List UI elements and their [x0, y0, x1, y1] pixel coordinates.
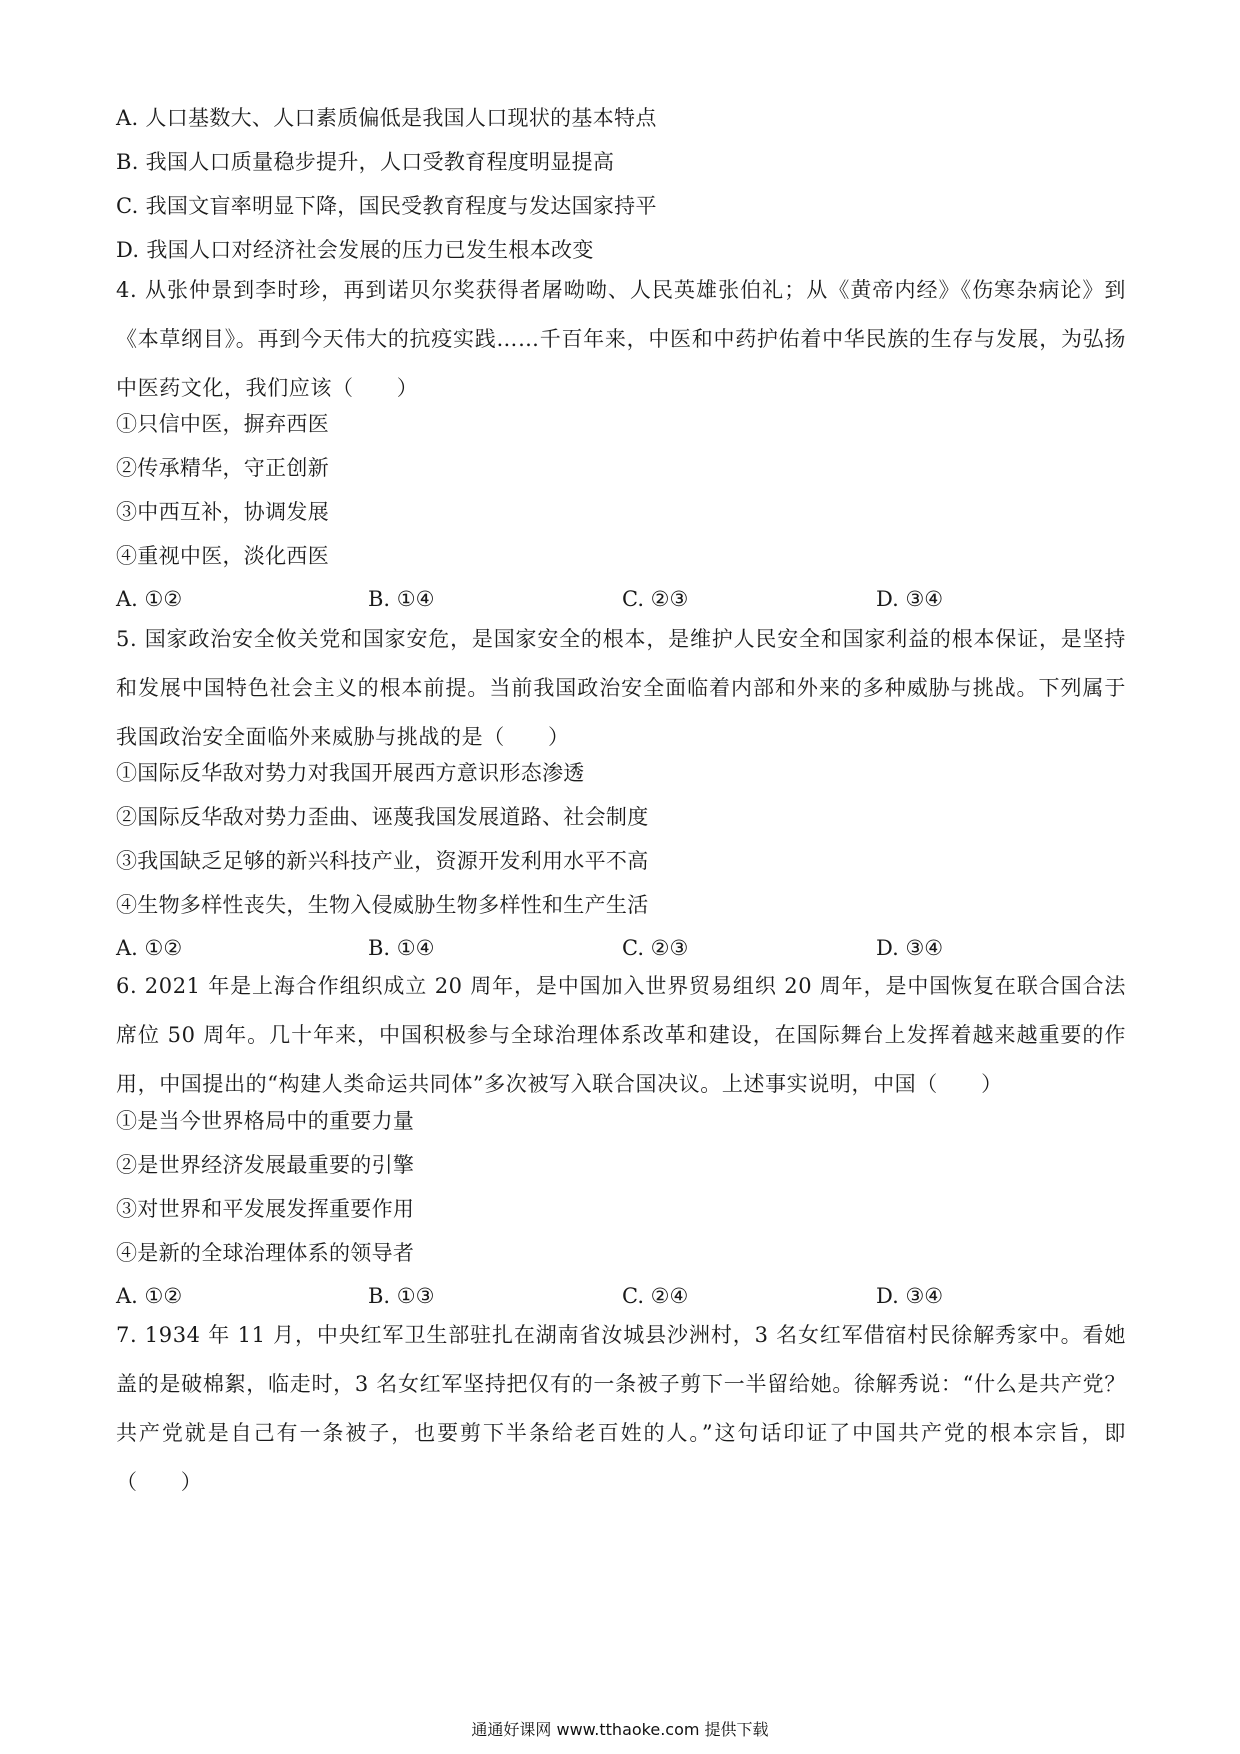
q6-item-1: ①是当今世界格局中的重要力量	[116, 1109, 415, 1133]
q6-choice-a: A. ①②	[116, 1284, 183, 1308]
q4-choice-c: C. ②③	[622, 587, 689, 611]
q6-stem: 6. 2021 年是上海合作组织成立 20 周年，是中国加入世界贸易组织 20 周年，是中国恢复在联合国合法席位 50 周年。几十年来，中国积极参与全球治理体系改革和建设，在国际舞台上发挥着越来越重要的作用，中国提出的“构建人类命运共同体”多次被写入联合国决议。上述事实说明，中国（ ）	[116, 974, 1126, 1096]
q4-choice-b: B. ①④	[368, 587, 435, 611]
q5-choice-b: B. ①④	[368, 936, 435, 960]
q4-item-2: ②传承精华，守正创新	[116, 456, 329, 480]
q6-choices	[116, 1282, 1126, 1310]
q5-item-2: ②国际反华敌对势力歪曲、诬蔑我国发展道路、社会制度	[116, 805, 649, 829]
q6-item-4: ④是新的全球治理体系的领导者	[116, 1241, 415, 1265]
q6-choice-d: D. ③④	[876, 1284, 944, 1308]
q3-option-a: A. 人口基数大、人口素质偏低是我国人口现状的基本特点	[116, 106, 657, 130]
q5-choices	[116, 934, 1126, 962]
q5-choice-a: A. ①②	[116, 936, 183, 960]
q6-choice-b: B. ①③	[368, 1284, 435, 1308]
q3-option-b: B. 我国人口质量稳步提升，人口受教育程度明显提高	[116, 150, 615, 174]
q4-choice-a: A. ①②	[116, 587, 183, 611]
q3-option-c: C. 我国文盲率明显下降，国民受教育程度与发达国家持平	[116, 194, 657, 218]
q4-stem: 4. 从张仲景到李时珍，再到诺贝尔奖获得者屠呦呦、人民英雄张伯礼；从《黄帝内经》《伤寒杂病论》到《本草纲目》。再到今天伟大的抗疫实践……千百年来，中医和中药护佑着中华民族的生存与发展，为弘扬中医药文化，我们应该（ ）	[116, 278, 1126, 400]
q4-item-4: ④重视中医，淡化西医	[116, 544, 329, 568]
q4-item-1: ①只信中医，摒弃西医	[116, 412, 329, 436]
q7-stem: 7. 1934 年 11 月，中央红军卫生部驻扎在湖南省汝城县沙洲村，3 名女红军借宿村民徐解秀家中。看她盖的是破棉絮，临走时，3 名女红军坚持把仅有的一条被子剪下一半留给她。徐解秀说：“什么是共产党？共产党就是自己有一条被子，也要剪下半条给老百姓的人。”这句话印证了中国共产党的根本宗旨，即（ ）	[116, 1323, 1127, 1494]
q4-item-3: ③中西互补，协调发展	[116, 500, 329, 524]
q5-item-3: ③我国缺乏足够的新兴科技产业，资源开发利用水平不高	[116, 849, 649, 873]
q4-choice-d: D. ③④	[876, 587, 944, 611]
q5-choice-c: C. ②③	[622, 936, 689, 960]
q6-item-2: ②是世界经济发展最重要的引擎	[116, 1153, 415, 1177]
q3-option-d: D. 我国人口对经济社会发展的压力已发生根本改变	[116, 238, 594, 262]
q5-item-1: ①国际反华敌对势力对我国开展西方意识形态渗透	[116, 761, 585, 785]
q5-choice-d: D. ③④	[876, 936, 944, 960]
page-footer: 通通好课网 www.tthaoke.com 提供下载	[471, 1720, 769, 1739]
q5-item-4: ④生物多样性丧失，生物入侵威胁生物多样性和生产生活	[116, 893, 649, 917]
q6-choice-c: C. ②④	[622, 1284, 689, 1308]
q4-choices	[116, 585, 1126, 613]
q5-stem: 5. 国家政治安全攸关党和国家安危，是国家安全的根本，是维护人民安全和国家利益的根本保证，是坚持和发展中国特色社会主义的根本前提。当前我国政治安全面临着内部和外来的多种威胁与挑战。下列属于我国政治安全面临外来威胁与挑战的是（ ）	[116, 627, 1126, 749]
q6-item-3: ③对世界和平发展发挥重要作用	[116, 1197, 415, 1221]
